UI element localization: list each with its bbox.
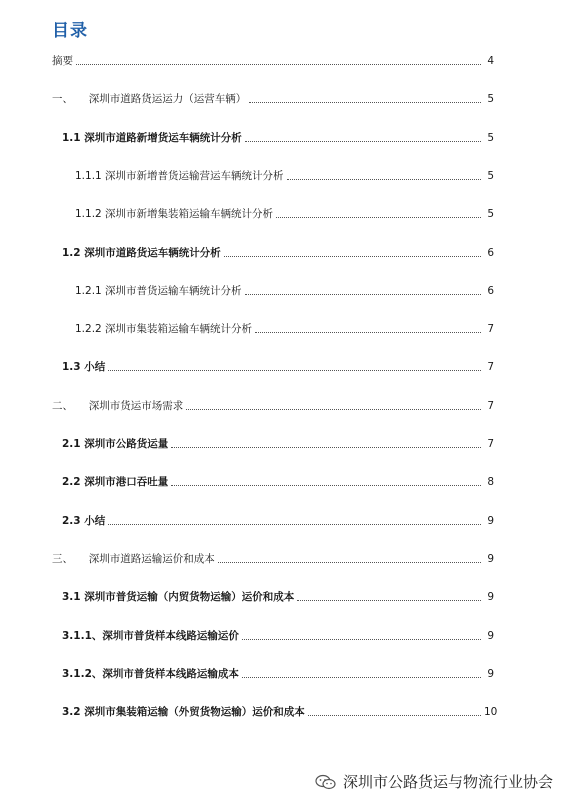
toc-entry[interactable] [0,167,561,183]
toc-entry[interactable] [0,512,561,528]
toc-entry-label: 1.3 小结 [62,361,106,373]
toc-entry-label: 1.1.1 深圳市新增普货运输营运车辆统计分析 [75,170,284,182]
toc-entry[interactable] [0,244,561,260]
toc-leader-dots [171,447,481,448]
toc-leader-dots [224,256,481,257]
toc-entry-page: 7 [487,323,494,335]
toc-leader-dots [242,677,481,678]
toc-entry-label: 1.1 深圳市道路新增货运车辆统计分析 [62,132,242,144]
toc-entry-page: 7 [487,438,494,450]
toc-entry-label: 3.2 深圳市集装箱运输（外贸货物运输）运价和成本 [62,706,305,718]
watermark [315,771,553,792]
toc-entry-label: 1.2 深圳市道路货运车辆统计分析 [62,247,221,259]
wechat-icon [315,774,337,790]
toc-entry[interactable] [0,703,561,719]
toc-leader-dots [108,524,481,525]
toc-entry[interactable] [0,397,561,413]
toc-entry-label: 2.1 深圳市公路货运量 [62,438,169,450]
toc-entry-page: 5 [487,208,494,220]
toc-entry-label: 1.2.1 深圳市普货运输车辆统计分析 [75,285,242,297]
toc-entry-page: 9 [487,591,494,603]
toc-entry[interactable] [0,473,561,489]
toc-entry-label: 三、 深圳市道路运输运价和成本 [52,553,215,565]
toc-entry-page: 6 [487,285,494,297]
toc-leader-dots [108,370,481,371]
toc-entry-page: 5 [487,132,494,144]
toc-entry-label: 二、 深圳市货运市场需求 [52,400,184,412]
toc-entry[interactable] [0,320,561,336]
toc-entry[interactable] [0,90,561,106]
toc-entry[interactable] [0,282,561,298]
toc-leader-dots [218,562,481,563]
toc-leader-dots [242,639,481,640]
toc-leader-dots [297,600,481,601]
toc-entry-page: 9 [487,630,494,642]
toc-leader-dots [308,715,481,716]
toc-leader-dots [186,409,481,410]
toc-entry[interactable] [0,550,561,566]
toc-leader-dots [249,102,481,103]
toc-entry-label: 3.1 深圳市普货运输（内贸货物运输）运价和成本 [62,591,295,603]
toc-entry[interactable] [0,205,561,221]
toc-entry[interactable] [0,52,561,68]
toc-leader-dots [276,217,481,218]
toc-leader-dots [76,64,481,65]
toc-entry-page: 4 [487,55,494,67]
toc-entry-page: 6 [487,247,494,259]
toc-entry[interactable] [0,435,561,451]
toc-entry-label: 1.2.2 深圳市集装箱运输车辆统计分析 [75,323,253,335]
toc-entry-page: 10 [484,706,498,718]
toc-entry-label: 1.1.2 深圳市新增集装箱运输车辆统计分析 [75,208,274,220]
toc-entry-page: 9 [487,553,494,565]
toc-entry-label: 3.1.1、深圳市普货样本线路运输运价 [62,630,239,642]
toc-entry-page: 9 [487,668,494,680]
toc-entry-label: 2.2 深圳市港口吞吐量 [62,476,169,488]
toc-entry-page: 7 [487,400,494,412]
page-title: 目录 [52,21,88,41]
toc-leader-dots [255,332,481,333]
toc-entry-page: 5 [487,93,494,105]
toc-leader-dots [245,294,481,295]
toc-entry[interactable] [0,129,561,145]
toc-entry-label: 一、 深圳市道路货运运力（运营车辆） [52,93,247,105]
toc-entry-page: 5 [487,170,494,182]
toc-entry-label: 2.3 小结 [62,515,106,527]
toc-entry-page: 8 [487,476,494,488]
toc-entry-page: 7 [487,361,494,373]
toc-entry-label: 3.1.2、深圳市普货样本线路运输成本 [62,668,239,680]
toc-entry-page: 9 [487,515,494,527]
toc-entry[interactable] [0,358,561,374]
toc-leader-dots [171,485,481,486]
watermark-text: 深圳市公路货运与物流行业协会 [342,773,553,791]
toc-leader-dots [245,141,481,142]
toc-entry[interactable] [0,627,561,643]
toc-entry-label: 摘要 [52,55,73,67]
toc-entry[interactable] [0,665,561,681]
toc-entry[interactable] [0,588,561,604]
toc-leader-dots [287,179,481,180]
